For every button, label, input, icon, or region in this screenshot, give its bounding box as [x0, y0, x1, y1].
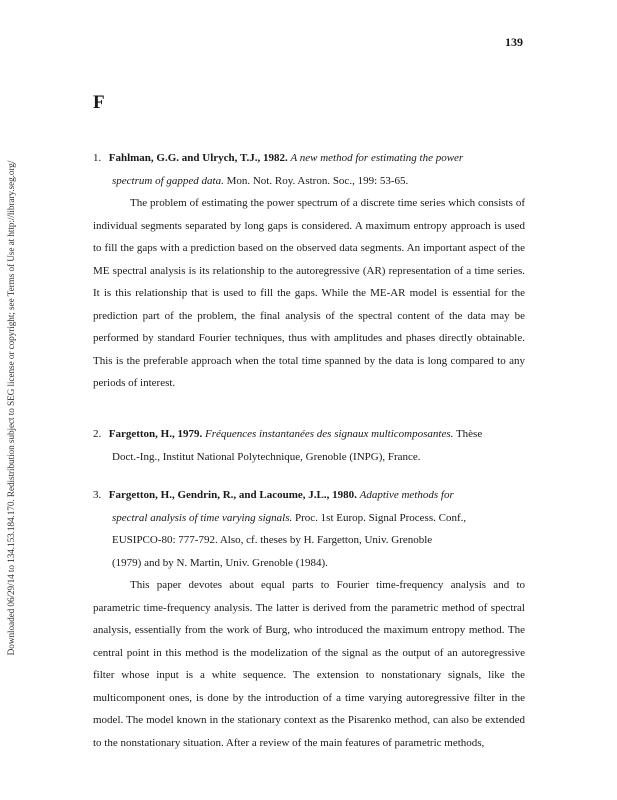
download-notice: [4, 125, 20, 691]
entry-number: 2.: [93, 428, 102, 440]
abstract-paragraph: This paper devotes about equal parts to Fourier time-frequency analysis and to parametric time-frequency analysis. The latter is derived from the parametric method of spectral analysis, essentially from the work of Burg, who introduced the maximum entropy method. The central point in this method is the modelization of the signal as the output of an autoregressive filter whose input is a white sequence. The extension to nonstationary signals, like the multicomponent ones, is done by the introduction of a time varying autoregressive filter in the model. The model known in the stationary context as the Pisarenko method, can also be extended to the nonstationary situation. After a review of the main features of parametric methods,: [93, 579, 525, 749]
citation-authors: Fahlman, G.G. and Ulrych, T.J., 1982.: [108, 152, 288, 164]
citation-source-cont: Doct.-Ing., Institut National Polytechnique, Grenoble (INPG), France.: [112, 450, 421, 463]
citation-source-cont: EUSIPCO-80: 777-792. Also, cf. theses by H. Fargetton, Univ. Grenoble: [112, 534, 433, 546]
citation: [93, 147, 525, 192]
citation-title: Adaptive methods for: [359, 489, 454, 501]
abstract-paragraph: The problem of estimating the power spectrum of a discrete time series which consists of individual segments separated by long gaps is considered. A maximum entropy approach is used to fill the gaps with a prediction based on the observed data segments. An important aspect of the ME spectral analysis is its relationship to the autoregressive (AR) representation of a time series. It is this relationship that is used to fill the gaps. While the ME-AR model is essential for the prediction part of the problem, the final analysis of the spectral content of the data may be performed by standard Fourier techniques, thus with amplitudes and phases directly obtainable. This is the preferable approach when the total time spanned by the data is long compared to any periods of interest.: [93, 197, 525, 389]
citation-authors: Fargetton, H., Gendrin, R., and Lacoume, J.L., 1980.: [108, 489, 357, 501]
page-number: 139: [505, 35, 523, 49]
download-notice-text: Downloaded 06/29/14 to 134.153.184.170. Redistribution subject to SEG license or copyright; see Terms of Use at http://library.seg.org/: [7, 160, 17, 656]
citation-source-cont: (1979) and by N. Martin, Univ. Grenoble (1984).: [112, 556, 328, 569]
reference-entry-2: [93, 423, 525, 468]
citation-title: Fréquences instantanées des signaux multicomposantes.: [204, 428, 454, 440]
reference-entry-1: [93, 147, 525, 395]
section-letter: F: [93, 92, 105, 113]
citation: [93, 423, 525, 468]
citation-title-cont: spectrum of gapped data.: [112, 174, 224, 187]
citation-title: A new method for estimating the power: [290, 152, 464, 164]
entry-number: 1.: [93, 152, 102, 164]
citation-source: Thèse: [455, 428, 483, 440]
reference-entry-3: [93, 484, 525, 754]
citation-title-cont: spectral analysis of time varying signals.: [112, 511, 293, 524]
entry-number: 3.: [93, 489, 102, 501]
citation-authors: Fargetton, H., 1979.: [108, 428, 203, 440]
citation-source: Mon. Not. Roy. Astron. Soc., 199: 53-65.: [226, 174, 409, 187]
citation: [93, 484, 525, 574]
citation-source: Proc. 1st Europ. Signal Process. Conf.,: [295, 511, 467, 524]
